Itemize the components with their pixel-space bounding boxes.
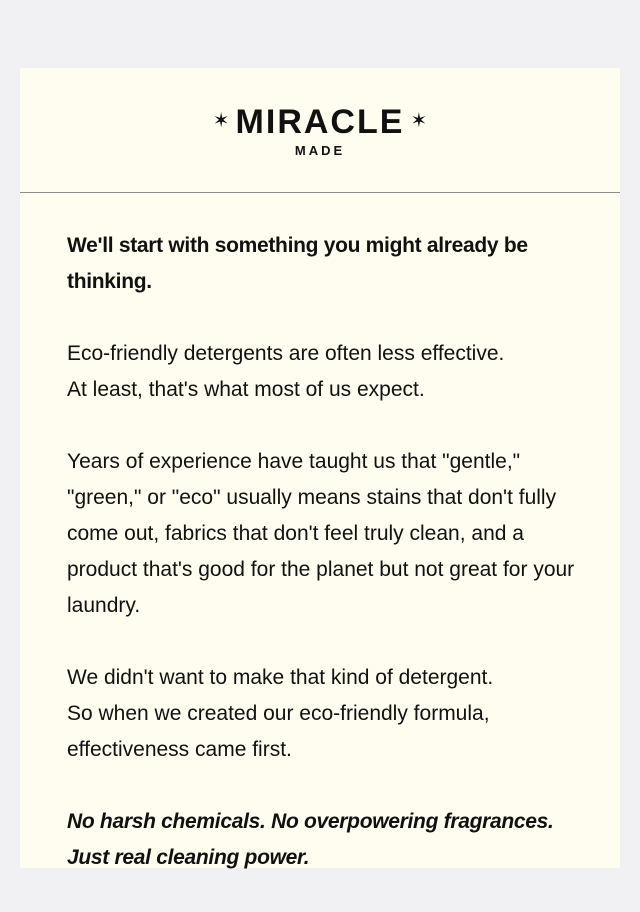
paragraph-line: effectiveness came first.: [67, 738, 292, 761]
paragraph-line: Eco-friendly detergents are often less effective.: [67, 342, 505, 365]
star-icon: ✶: [410, 110, 428, 132]
intro-paragraph: We'll start with something you might already be thinking.: [67, 234, 528, 293]
paragraph-line: So when we created our eco-friendly formula,: [67, 702, 490, 725]
tagline-paragraph: No harsh chemicals. No overpowering fragrances. Just real cleaning power.: [67, 810, 554, 869]
paragraph-line: We didn't want to make that kind of detergent.: [67, 666, 494, 689]
paragraph-expectation: [67, 336, 577, 408]
header-divider: [20, 192, 620, 193]
paragraph-experience: Years of experience have taught us that "gentle," "green," or "eco" usually means stains that don't fully come out, fabrics that don't feel truly clean, and a product that's good for the planet but not great for your laundry.: [67, 450, 575, 617]
star-icon: ✶: [212, 110, 230, 132]
email-body: [67, 228, 577, 912]
paragraph-formula: [67, 660, 577, 768]
email-card: [20, 68, 620, 868]
logo-subtitle: MADE: [294, 143, 346, 158]
brand-logo: [20, 102, 620, 157]
paragraph-line: At least, that's what most of us expect.: [67, 378, 425, 401]
logo-wordmark-row: [20, 102, 620, 142]
logo-wordmark: MIRACLE: [235, 103, 405, 141]
